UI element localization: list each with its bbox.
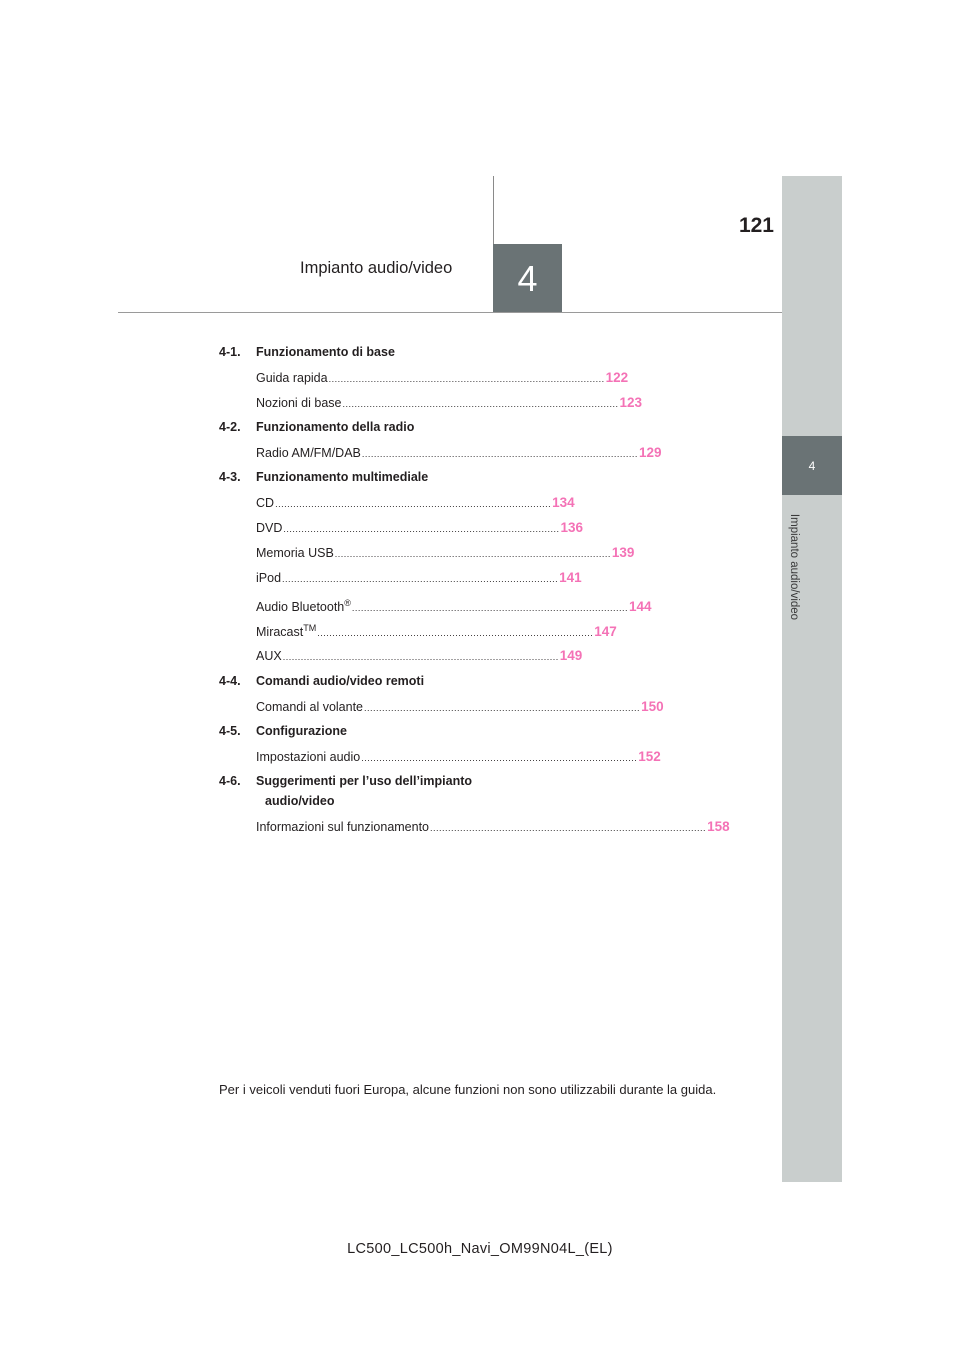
- toc-entry[interactable]: [256, 520, 583, 535]
- leader-dots: ............................................................................................: [364, 703, 641, 713]
- entry-label: DVD: [256, 521, 283, 535]
- header-rule: [118, 312, 782, 313]
- toc-entry[interactable]: [256, 445, 662, 460]
- leader-dots: ............................................................................................: [282, 652, 559, 662]
- entry-label: Radio AM/FM/DAB: [256, 446, 361, 460]
- header-divider: [493, 176, 494, 244]
- entry-label: Comandi al volante: [256, 700, 364, 714]
- section-title: Suggerimenti per l’uso dell’impianto: [256, 774, 472, 788]
- entry-label: Guida rapida: [256, 371, 328, 385]
- leader-dots: ............................................................................................: [361, 449, 638, 459]
- page-link[interactable]: 149: [559, 648, 583, 663]
- section-number: 4-5.: [219, 724, 241, 738]
- toc-entry[interactable]: [256, 749, 661, 764]
- leader-dots: ............................................................................................: [283, 524, 560, 534]
- entry-label: iPod: [256, 571, 282, 585]
- toc-entry[interactable]: [256, 570, 582, 585]
- toc-entry[interactable]: [256, 598, 652, 615]
- entry-label: Impostazioni audio: [256, 750, 361, 764]
- page-link[interactable]: 141: [559, 570, 582, 585]
- section-number: 4-6.: [219, 774, 241, 788]
- entry-label: [256, 623, 316, 639]
- leader-dots: ............................................................................................: [282, 574, 559, 584]
- side-tab-number: 4: [808, 458, 816, 473]
- page-link[interactable]: 144: [628, 599, 652, 615]
- section-title: Comandi audio/video remoti: [256, 674, 425, 688]
- section-title: Funzionamento multimediale: [256, 470, 429, 484]
- section-number: 4-1.: [219, 345, 241, 359]
- chapter-title: Impianto audio/video: [300, 259, 453, 277]
- toc-entry[interactable]: [256, 495, 575, 510]
- page-link[interactable]: 129: [638, 445, 662, 460]
- page-link[interactable]: 136: [560, 520, 583, 535]
- leader-dots: ............................................................................................: [334, 549, 611, 559]
- registered-mark: ®: [344, 598, 351, 608]
- page-link[interactable]: 122: [605, 370, 629, 385]
- page-number: 121: [738, 214, 774, 237]
- trademark-mark: TM: [303, 623, 317, 633]
- page-link[interactable]: 152: [638, 749, 661, 764]
- entry-label: CD: [256, 496, 275, 510]
- entry-label-text: Audio Bluetooth: [256, 600, 345, 615]
- entry-label: [256, 598, 351, 614]
- leader-dots: ............................................................................................: [430, 823, 707, 833]
- entry-label-text: Miracast: [256, 625, 304, 640]
- toc-entry[interactable]: [256, 545, 635, 560]
- section-number: 4-2.: [219, 420, 241, 434]
- entry-label: Informazioni sul funzionamento: [256, 820, 430, 834]
- entry-label: Memoria USB: [256, 546, 334, 560]
- page-link[interactable]: 123: [619, 395, 643, 410]
- section-title: Configurazione: [256, 724, 347, 738]
- toc-entry[interactable]: [256, 699, 664, 714]
- leader-dots: ............................................................................................: [351, 603, 628, 614]
- page-link[interactable]: 139: [611, 545, 635, 560]
- side-tab-active-chapter[interactable]: [782, 436, 842, 495]
- section-title-continuation: audio/video: [265, 794, 335, 808]
- toc-entry[interactable]: [256, 623, 617, 640]
- entry-label: AUX: [256, 649, 282, 663]
- toc-entry[interactable]: [256, 648, 583, 663]
- page-link[interactable]: 150: [641, 699, 664, 714]
- side-tab-label: [782, 505, 806, 629]
- side-tab-label-text: Impianto audio/video: [788, 513, 801, 621]
- leader-dots: ............................................................................................: [317, 628, 594, 639]
- toc-entry[interactable]: [256, 370, 629, 385]
- toc-entry[interactable]: [256, 395, 643, 410]
- section-title: Funzionamento della radio: [256, 420, 415, 434]
- toc-entry[interactable]: [256, 819, 730, 834]
- section-number: 4-4.: [219, 674, 241, 688]
- leader-dots: ............................................................................................: [275, 499, 552, 509]
- chapter-number: 4: [517, 257, 538, 299]
- page-link[interactable]: 158: [707, 819, 730, 834]
- entry-label: Nozioni di base: [256, 396, 342, 410]
- leader-dots: ............................................................................................: [342, 399, 619, 409]
- section-number: 4-3.: [219, 470, 241, 484]
- leader-dots: ............................................................................................: [361, 753, 638, 763]
- leader-dots: ............................................................................................: [328, 374, 605, 384]
- chapter-number-box: [493, 244, 562, 313]
- section-title: Funzionamento di base: [256, 345, 395, 359]
- page-link[interactable]: 147: [594, 624, 617, 640]
- driving-restriction-note: Per i veicoli venduti fuori Europa, alcune funzioni non sono utilizzabili durante la guida.: [219, 1082, 717, 1097]
- footer-document-code: LC500_LC500h_Navi_OM99N04L_(EL): [347, 1241, 613, 1257]
- page-link[interactable]: 134: [552, 495, 575, 510]
- side-thumb-tab: [782, 176, 842, 1182]
